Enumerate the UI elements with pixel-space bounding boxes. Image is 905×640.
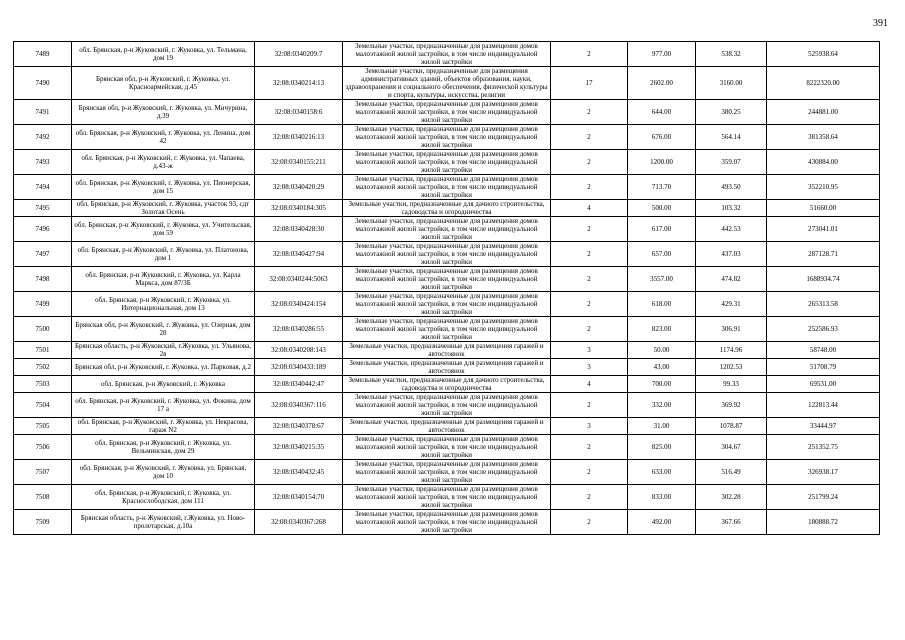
table-row <box>14 342 880 359</box>
area-cell: 3557.00 <box>628 267 696 292</box>
land-use-cell: Земельные участки, предназначенные для размещения домов малоэтажной жилой застройки, в том числе индивидуальной жилой застройки <box>343 175 551 200</box>
area-cell: 676.00 <box>628 125 696 150</box>
table-row <box>14 418 880 435</box>
table-row <box>14 267 880 292</box>
area-cell: 618.00 <box>628 292 696 317</box>
cadastral-value-cell: 8222320.00 <box>767 67 880 100</box>
land-use-cell: Земельные участки, предназначенные для размещения домов малоэтажной жилой застройки, в том числе индивидуальной жилой застройки <box>343 100 551 125</box>
specific-value-cell: 1078.87 <box>696 418 767 435</box>
table-row <box>14 200 880 217</box>
table-row <box>14 435 880 460</box>
cadastral-value-cell: 251352.75 <box>767 435 880 460</box>
row-number-cell: 7507 <box>14 460 72 485</box>
table-row <box>14 393 880 418</box>
group-code-cell: 2 <box>551 42 628 67</box>
cadastral-value-cell: 58748.00 <box>767 342 880 359</box>
area-cell: 31.00 <box>628 418 696 435</box>
group-code-cell: 2 <box>551 150 628 175</box>
address-cell: обл. Брянская, р-н Жуковский, г. Жуковка, ул. Краснослободская, дом 111 <box>72 485 255 510</box>
cadastral-number-cell: 32:08:0340286:55 <box>255 317 343 342</box>
cadastral-number-cell: 32:08:0340216:13 <box>255 125 343 150</box>
land-use-cell: Земельные участки, предназначенные для размещения домов малоэтажной жилой застройки, в том числе индивидуальной жилой застройки <box>343 292 551 317</box>
group-code-cell: 4 <box>551 200 628 217</box>
table-row <box>14 485 880 510</box>
specific-value-cell: 99.33 <box>696 376 767 393</box>
area-cell: 50.00 <box>628 342 696 359</box>
land-use-cell: Земельные участки, предназначенные для размещения домов малоэтажной жилой застройки, в том числе индивидуальной жилой застройки <box>343 435 551 460</box>
group-code-cell: 2 <box>551 317 628 342</box>
group-code-cell: 2 <box>551 125 628 150</box>
cadastral-number-cell: 32:08:0340424:154 <box>255 292 343 317</box>
group-code-cell: 2 <box>551 485 628 510</box>
row-number-cell: 7500 <box>14 317 72 342</box>
area-cell: 825.00 <box>628 435 696 460</box>
cadastral-number-cell: 32:08:0340367:268 <box>255 510 343 535</box>
cadastral-value-cell: 430884.00 <box>767 150 880 175</box>
address-cell: обл. Брянская, р-н Жуковский, г. Жуковка, ул. Вельминская, дом 29 <box>72 435 255 460</box>
row-number-cell: 7505 <box>14 418 72 435</box>
row-number-cell: 7509 <box>14 510 72 535</box>
cadastral-value-cell: 122813.44 <box>767 393 880 418</box>
table-row <box>14 67 880 100</box>
cadastral-number-cell: 32:08:0340158:6 <box>255 100 343 125</box>
cadastral-value-cell: 51660.00 <box>767 200 880 217</box>
land-use-cell: Земельные участки, предназначенные для размещения домов малоэтажной жилой застройки, в том числе индивидуальной жилой застройки <box>343 460 551 485</box>
cadastral-number-cell: 32:08:0340432:45 <box>255 460 343 485</box>
area-cell: 2602.00 <box>628 67 696 100</box>
address-cell: Брянская обл, р-н Жуковский, г. Жуковка, ул. Парковая, д.2 <box>72 359 255 376</box>
land-use-cell: Земельные участки, предназначенные для размещения административных зданий, объектов образования, науки, здравоохранения и социального обеспечения, физической культуры и спорта, культуры, искусства, религии <box>343 67 551 100</box>
land-use-cell: Земельные участки, предназначенные для размещения гаражей и автостоянок <box>343 418 551 435</box>
cadastral-value-cell: 251799.24 <box>767 485 880 510</box>
table-row <box>14 317 880 342</box>
specific-value-cell: 302.28 <box>696 485 767 510</box>
cadastral-number-cell: 32:08:0340378:67 <box>255 418 343 435</box>
area-cell: 332.00 <box>628 393 696 418</box>
specific-value-cell: 1174.96 <box>696 342 767 359</box>
cadastral-value-cell: 51708.79 <box>767 359 880 376</box>
specific-value-cell: 493.50 <box>696 175 767 200</box>
cadastral-value-cell: 525938.64 <box>767 42 880 67</box>
area-cell: 43.00 <box>628 359 696 376</box>
address-cell: обл. Брянская, р-н Жуковский, г. Жуковка, ул. Пионерская, дом 15 <box>72 175 255 200</box>
row-number-cell: 7503 <box>14 376 72 393</box>
cadastral-value-cell: 381358.64 <box>767 125 880 150</box>
address-cell: обл. Брянская, р-н Жуковский, г. Жуковка, участок 93, сдт Золотая Осень <box>72 200 255 217</box>
specific-value-cell: 367.66 <box>696 510 767 535</box>
area-cell: 617.00 <box>628 217 696 242</box>
address-cell: обл. Брянская, р-н Жуковский, г. Жуковка, ул. Интернациональная, дом 13 <box>72 292 255 317</box>
cadastral-value-cell: 244881.00 <box>767 100 880 125</box>
table-row <box>14 42 880 67</box>
land-use-cell: Земельные участки, предназначенные для дачного строительства, садоводства и огородничества <box>343 200 551 217</box>
group-code-cell: 17 <box>551 67 628 100</box>
cadastral-number-cell: 32:08:0340214:13 <box>255 67 343 100</box>
table-row <box>14 217 880 242</box>
land-use-cell: Земельные участки, предназначенные для размещения домов малоэтажной жилой застройки, в том числе индивидуальной жилой застройки <box>343 317 551 342</box>
table-row <box>14 150 880 175</box>
cadastral-number-cell: 32:08:0340428:30 <box>255 217 343 242</box>
row-number-cell: 7502 <box>14 359 72 376</box>
specific-value-cell: 437.03 <box>696 242 767 267</box>
specific-value-cell: 564.14 <box>696 125 767 150</box>
address-cell: Брянская область, р-н Жуковский, г.Жуковка, ул. Ново-пролетарская, д.10а <box>72 510 255 535</box>
cadastral-value-cell: 326938.17 <box>767 460 880 485</box>
row-number-cell: 7501 <box>14 342 72 359</box>
specific-value-cell: 369.92 <box>696 393 767 418</box>
row-number-cell: 7494 <box>14 175 72 200</box>
address-cell: Брянская обл, р-н Жуковский, г. Жуковка, ул. Озерная, дом 28 <box>72 317 255 342</box>
specific-value-cell: 3160.00 <box>696 67 767 100</box>
area-cell: 833.00 <box>628 485 696 510</box>
table-row <box>14 292 880 317</box>
area-cell: 500.00 <box>628 200 696 217</box>
cadastral-number-cell: 32:08:0340244:5063 <box>255 267 343 292</box>
group-code-cell: 3 <box>551 418 628 435</box>
table-row <box>14 175 880 200</box>
land-use-cell: Земельные участки, предназначенные для размещения гаражей и автостоянок <box>343 359 551 376</box>
specific-value-cell: 538.32 <box>696 42 767 67</box>
address-cell: обл. Брянская, р-н Жуковский, г. Жуковка, ул. Некрасова, гараж N2 <box>72 418 255 435</box>
cadastral-number-cell: 32:08:0340367:116 <box>255 393 343 418</box>
row-number-cell: 7506 <box>14 435 72 460</box>
area-cell: 633.00 <box>628 460 696 485</box>
row-number-cell: 7491 <box>14 100 72 125</box>
area-cell: 644.00 <box>628 100 696 125</box>
specific-value-cell: 474.82 <box>696 267 767 292</box>
group-code-cell: 2 <box>551 175 628 200</box>
group-code-cell: 2 <box>551 460 628 485</box>
row-number-cell: 7492 <box>14 125 72 150</box>
row-number-cell: 7499 <box>14 292 72 317</box>
row-number-cell: 7498 <box>14 267 72 292</box>
land-use-cell: Земельные участки, предназначенные для размещения домов малоэтажной жилой застройки, в том числе индивидуальной жилой застройки <box>343 150 551 175</box>
specific-value-cell: 429.31 <box>696 292 767 317</box>
cadastral-value-cell: 69531.00 <box>767 376 880 393</box>
area-cell: 700.00 <box>628 376 696 393</box>
land-use-cell: Земельные участки, предназначенные для размещения домов малоэтажной жилой застройки, в том числе индивидуальной жилой застройки <box>343 510 551 535</box>
address-cell: обл. Брянская, р-н Жуковский, г. Жуковка <box>72 376 255 393</box>
cadastral-value-cell: 273041.01 <box>767 217 880 242</box>
cadastral-value-cell: 1688934.74 <box>767 267 880 292</box>
group-code-cell: 2 <box>551 292 628 317</box>
group-code-cell: 3 <box>551 342 628 359</box>
cadastral-value-cell: 33444.97 <box>767 418 880 435</box>
specific-value-cell: 442.53 <box>696 217 767 242</box>
address-cell: обл. Брянская, р-н Жуковский, г. Жуковка, ул. Учительская, дом 59 <box>72 217 255 242</box>
address-cell: обл. Брянская, р-н Жуковский, г. Жуковка, ул. Платонова, дом 1 <box>72 242 255 267</box>
row-number-cell: 7504 <box>14 393 72 418</box>
specific-value-cell: 1202.53 <box>696 359 767 376</box>
land-use-cell: Земельные участки, предназначенные для дачного строительства, садоводства и огородничества <box>343 376 551 393</box>
address-cell: Брянская обл, р-н Жуковский, г. Жуковка, ул. Красноармейская, д.45 <box>72 67 255 100</box>
specific-value-cell: 304.67 <box>696 435 767 460</box>
cadastral-number-cell: 32:08:0340208:143 <box>255 342 343 359</box>
land-use-cell: Земельные участки, предназначенные для размещения домов малоэтажной жилой застройки, в том числе индивидуальной жилой застройки <box>343 267 551 292</box>
cadastral-number-cell: 32:08:0340215:35 <box>255 435 343 460</box>
group-code-cell: 2 <box>551 267 628 292</box>
row-number-cell: 7489 <box>14 42 72 67</box>
specific-value-cell: 103.32 <box>696 200 767 217</box>
land-use-cell: Земельные участки, предназначенные для размещения домов малоэтажной жилой застройки, в том числе индивидуальной жилой застройки <box>343 242 551 267</box>
area-cell: 657.00 <box>628 242 696 267</box>
table-row <box>14 359 880 376</box>
specific-value-cell: 516.49 <box>696 460 767 485</box>
land-use-cell: Земельные участки, предназначенные для размещения домов малоэтажной жилой застройки, в том числе индивидуальной жилой застройки <box>343 42 551 67</box>
row-number-cell: 7490 <box>14 67 72 100</box>
row-number-cell: 7493 <box>14 150 72 175</box>
group-code-cell: 2 <box>551 393 628 418</box>
cadastral-number-cell: 32:08:0340427:94 <box>255 242 343 267</box>
table-row <box>14 376 880 393</box>
address-cell: обл. Брянская, р-н Жуковский, г. Жуковка, ул. Ленина, дом 42 <box>72 125 255 150</box>
specific-value-cell: 306.91 <box>696 317 767 342</box>
group-code-cell: 2 <box>551 100 628 125</box>
cadastral-number-cell: 32:08:0340420:29 <box>255 175 343 200</box>
cadastral-number-cell: 32:08:0340184:305 <box>255 200 343 217</box>
address-cell: обл. Брянская, р-н Жуковский, г. Жуковка, ул. Карла Маркса, дом 87/3Б <box>72 267 255 292</box>
group-code-cell: 4 <box>551 376 628 393</box>
address-cell: Брянская область, р-н Жуковский, г.Жуковка, ул. Ульянова, 2в <box>72 342 255 359</box>
address-cell: обл. Брянская, р-н Жуковский, г. Жуковка, ул. Брянская, дом 10 <box>72 460 255 485</box>
cadastral-number-cell: 32:08:0340155:211 <box>255 150 343 175</box>
area-cell: 492.00 <box>628 510 696 535</box>
cadastral-value-cell: 180888.72 <box>767 510 880 535</box>
cadastral-value-cell: 265313.58 <box>767 292 880 317</box>
area-cell: 1200.00 <box>628 150 696 175</box>
cadastral-value-cell: 352210.95 <box>767 175 880 200</box>
group-code-cell: 2 <box>551 435 628 460</box>
land-use-cell: Земельные участки, предназначенные для размещения гаражей и автостоянок <box>343 342 551 359</box>
group-code-cell: 2 <box>551 242 628 267</box>
cadastral-value-cell: 287128.71 <box>767 242 880 267</box>
specific-value-cell: 380.25 <box>696 100 767 125</box>
cadastral-number-cell: 32:08:0340442:47 <box>255 376 343 393</box>
row-number-cell: 7508 <box>14 485 72 510</box>
land-use-cell: Земельные участки, предназначенные для размещения домов малоэтажной жилой застройки, в том числе индивидуальной жилой застройки <box>343 125 551 150</box>
cadastral-number-cell: 32:08:0340433:189 <box>255 359 343 376</box>
table-body <box>14 42 880 535</box>
table-row <box>14 125 880 150</box>
cadastral-value-cell: 252586.93 <box>767 317 880 342</box>
table-row <box>14 242 880 267</box>
table-row <box>14 100 880 125</box>
address-cell: обл. Брянская, р-н Жуковский, г. Жуковка, ул. Фокина, дом 17 а <box>72 393 255 418</box>
cadastral-number-cell: 32:08:0340209:7 <box>255 42 343 67</box>
group-code-cell: 3 <box>551 359 628 376</box>
address-cell: обл. Брянская, р-н Жуковский, г. Жуковка, ул. Тельмана, дом 19 <box>72 42 255 67</box>
area-cell: 713.70 <box>628 175 696 200</box>
land-use-cell: Земельные участки, предназначенные для размещения домов малоэтажной жилой застройки, в том числе индивидуальной жилой застройки <box>343 393 551 418</box>
specific-value-cell: 359.07 <box>696 150 767 175</box>
cadastral-value-table <box>13 41 880 535</box>
land-use-cell: Земельные участки, предназначенные для размещения домов малоэтажной жилой застройки, в том числе индивидуальной жилой застройки <box>343 217 551 242</box>
area-cell: 977.00 <box>628 42 696 67</box>
row-number-cell: 7497 <box>14 242 72 267</box>
group-code-cell: 2 <box>551 510 628 535</box>
area-cell: 823.00 <box>628 317 696 342</box>
land-use-cell: Земельные участки, предназначенные для размещения домов малоэтажной жилой застройки, в том числе индивидуальной жилой застройки <box>343 485 551 510</box>
row-number-cell: 7496 <box>14 217 72 242</box>
table-row <box>14 510 880 535</box>
row-number-cell: 7495 <box>14 200 72 217</box>
group-code-cell: 2 <box>551 217 628 242</box>
address-cell: обл. Брянская, р-н Жуковский, г. Жуковка, ул. Чапаева, д.43-ж <box>72 150 255 175</box>
page-number: 391 <box>873 18 888 29</box>
address-cell: Брянская обл, р-н Жуковский, г. Жуковка, ул. Мичурина, д.39 <box>72 100 255 125</box>
table-row <box>14 460 880 485</box>
cadastral-number-cell: 32:08:0340154:70 <box>255 485 343 510</box>
